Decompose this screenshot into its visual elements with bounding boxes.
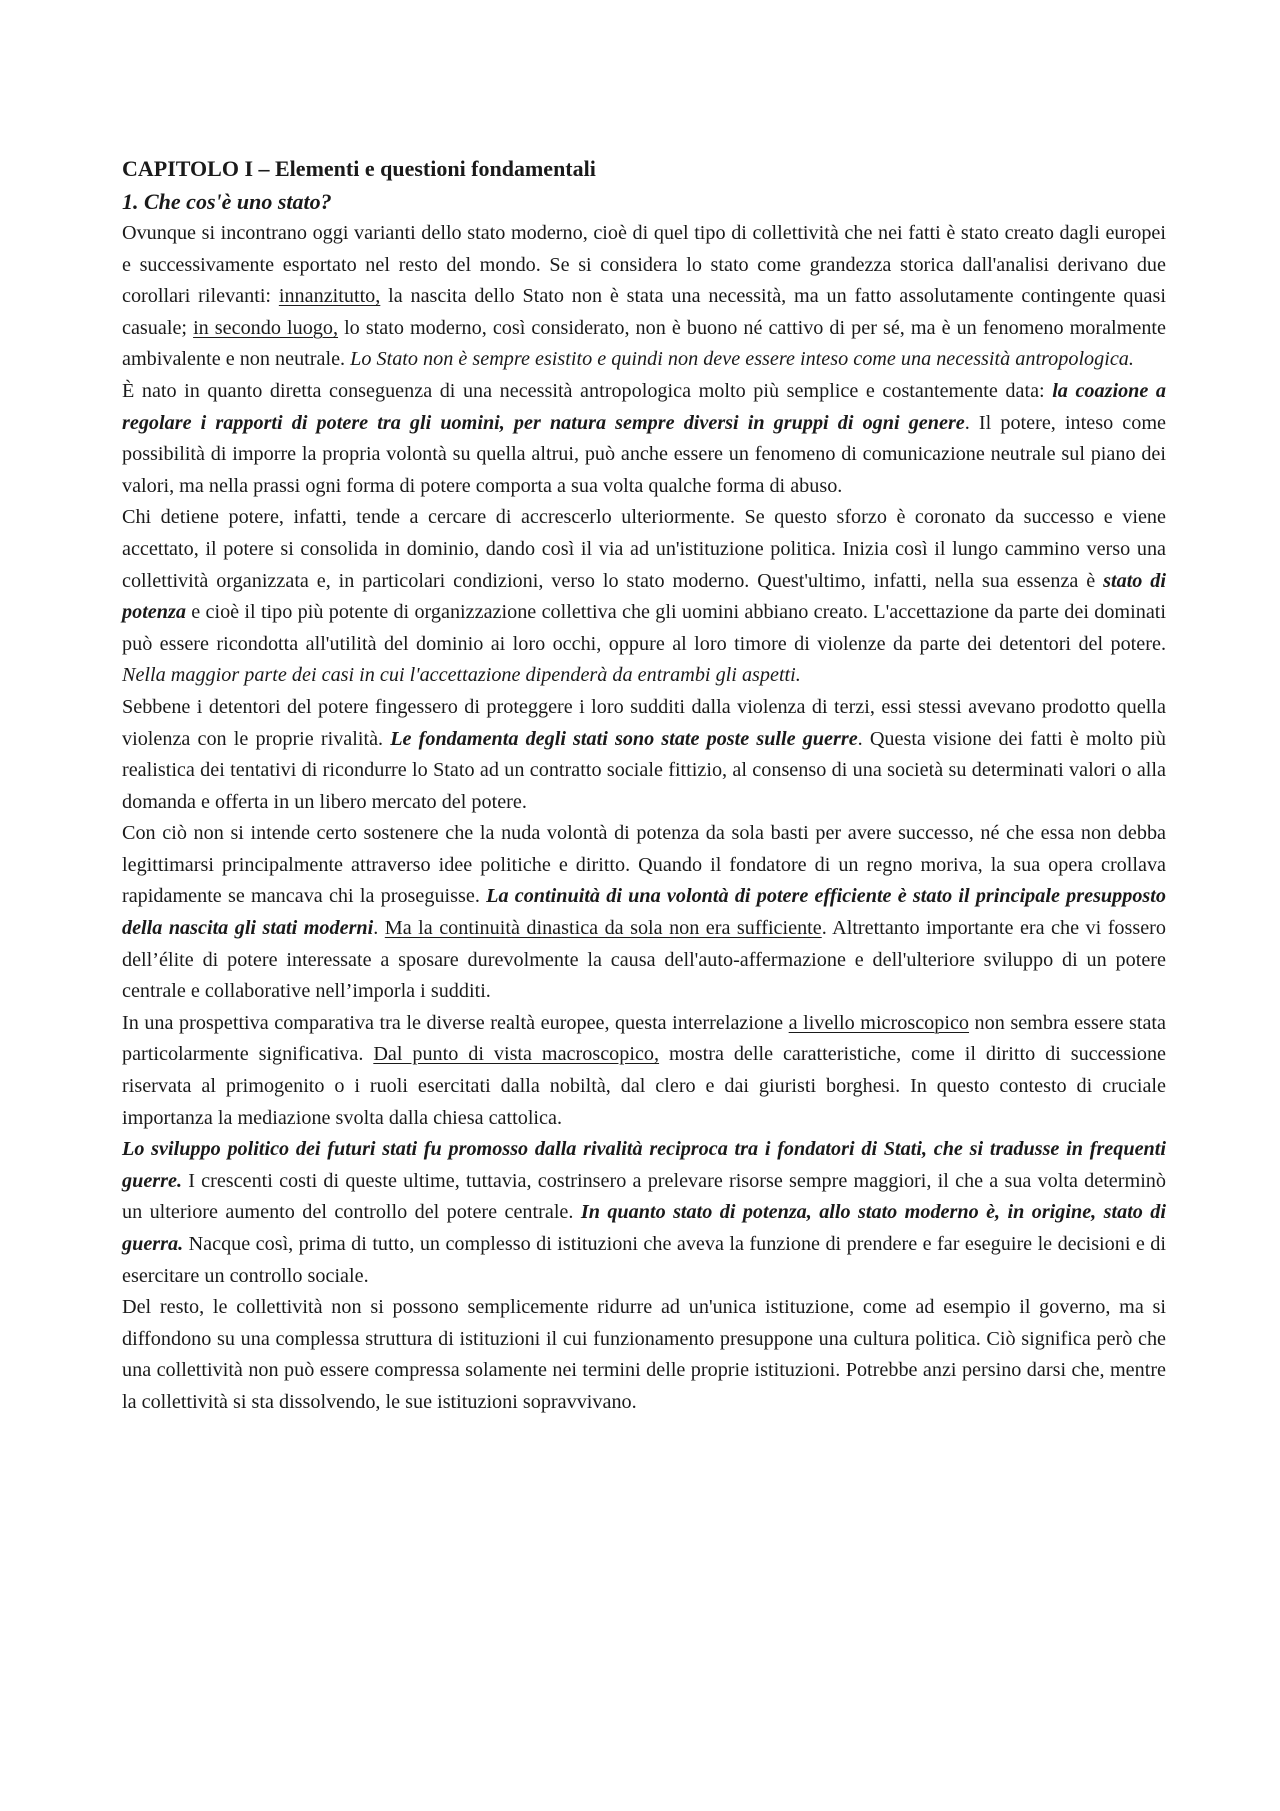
text-run: I crescenti costi di queste ultime, tuttavia, costrinsero a prelevare risorse sempre maggiori, il che a sua volta determinò un ulteriore aumento del controllo del potere centrale.: [122, 1169, 1166, 1224]
emphasized-text: Lo sviluppo politico dei futuri stati fu promosso dalla rivalità reciproca tra i fondatori di Stati, che si tradusse in frequenti guerre.: [122, 1138, 1166, 1192]
text-run: In una prospettiva comparativa tra le diverse realtà europee, questa interrelazione: [122, 1011, 789, 1034]
chapter-title: CAPITOLO I – Elementi e questioni fondamentali: [122, 156, 596, 181]
text-run: Chi detiene potere, infatti, tende a cercare di accrescerlo ulteriormente. Se questo sforzo è coronato da successo e viene accettato, il potere si consolida in dominio, dando così il via ad un'istituzione politica. Inizia così il lungo cammino verso una collettività organizzata e, in particolari condizioni, verso lo stato moderno. Quest'ultimo, infatti, nella sua essenza è: [122, 506, 1166, 592]
text-run: non sembra essere stata particolarmente significativa.: [122, 1011, 1167, 1066]
text-run: Ovunque si incontrano oggi varianti dello stato moderno, cioè di quel tipo di collettività che nei fatti è stato creato dagli europei e successivamente esportato nel resto del mondo. Se si considera lo stato come grandezza storica dall'analisi derivano due corollari rilevanti:: [122, 222, 1166, 308]
section-title: 1. Che cos'è uno stato?: [122, 189, 332, 214]
paragraph-8: [122, 1292, 1166, 1418]
paragraph-7: [122, 1134, 1166, 1292]
text-run: la nascita dello Stato non è stata una necessità, ma un fatto assolutamente contingente quasi casuale;: [122, 285, 1166, 339]
emphasized-text: stato di potenza: [122, 569, 1167, 624]
paragraph-2: [122, 376, 1166, 502]
underlined-text: Dal punto di vista macroscopico,: [373, 1043, 660, 1066]
document-page: [122, 152, 1166, 1419]
paragraph-6: [122, 1008, 1166, 1134]
text-run: È nato in quanto diretta conseguenza di una necessità antropologica molto più semplice e costantemente data:: [122, 379, 1053, 402]
italic-text: Nella maggior parte dei casi in cui l'accettazione dipenderà da entrambi gli aspetti.: [122, 664, 801, 687]
text-run: . Questa visione dei fatti è molto più realistica dei tentativi di ricondurre lo Stato ad un contratto sociale fittizio, al consenso di una società su determinati valori o alla domanda e offerta in un libero mercato del potere.: [122, 727, 1166, 813]
italic-text: Lo Stato non è sempre esistito e quindi non deve essere inteso come una necessità antropologica.: [350, 348, 1134, 371]
text-run: Sebbene i detentori del potere fingessero di proteggere i loro sudditi dalla violenza di terzi, essi stessi avevano prodotto quella violenza con le proprie rivalità.: [122, 695, 1166, 750]
text-run: .: [373, 917, 385, 940]
text-run: lo stato moderno, così considerato, non è buono né cattivo di per sé, ma è un fenomeno moralmente ambivalente e non neutrale.: [122, 316, 1166, 371]
text-run: Con ciò non si intende certo sostenere che la nuda volontà di potenza da sola basti per avere successo, né che essa non debba legittimarsi principalmente attraverso idee politiche e diritto. Quando il fondatore di un regno moriva, la sua opera crollava rapidamente se mancava chi la proseguisse.: [122, 822, 1166, 908]
text-run: Nacque così, prima di tutto, un complesso di istituzioni che aveva la funzione di prendere e far eseguire le decisioni e di esercitare un controllo sociale.: [122, 1233, 1166, 1287]
paragraph-3: [122, 502, 1166, 692]
emphasized-text: la coazione a regolare i rapporti di potere tra gli uomini, per natura sempre diversi in gruppi di ogni genere: [122, 379, 1166, 434]
text-run: e cioè il tipo più potente di organizzazione collettiva che gli uomini abbiano creato. L'accettazione da parte dei dominati può essere ricondotta all'utilità del dominio ai loro occhi, oppure al loro timore di violenze da parte dei detentori del potere.: [122, 601, 1166, 655]
underlined-text: in secondo luogo,: [193, 316, 339, 339]
emphasized-text: In quanto stato di potenza, allo stato moderno è, in origine, stato di guerra.: [122, 1201, 1166, 1255]
emphasized-text: La continuità di una volontà di potere efficiente è stato il principale presupposto della nascita gli stati moderni: [122, 885, 1166, 940]
text-run: . Il potere, inteso come possibilità di imporre la propria volontà su quella altrui, può anche essere un fenomeno di comunicazione neutrale sul piano dei valori, ma nella prassi ogni forma di potere comporta a sua volta qualche forma di abuso.: [122, 411, 1166, 497]
text-run: Del resto, le collettività non si possono semplicemente ridurre ad un'unica istituzione, come ad esempio il governo, ma si diffondono su una complessa struttura di istituzioni il cui funzionamento presuppone una cultura politica. Ciò significa però che una collettività non può essere compressa solamente nei termini delle proprie istituzioni. Potrebbe anzi persino darsi che, mentre la collettività si sta dissolvendo, le sue istituzioni sopravvivano.: [122, 1296, 1166, 1413]
text-run: . Altrettanto importante era che vi fossero dell’élite di potere interessate a sposare durevolmente la causa dell'auto-affermazione e dell'ulteriore sviluppo di un potere centrale e collaborative nell’imporla i sudditi.: [122, 917, 1166, 1003]
underlined-text: a livello microscopico: [788, 1011, 970, 1034]
emphasized-text: Le fondamenta degli stati sono state poste sulle guerre: [390, 727, 858, 750]
text-run: mostra delle caratteristiche, come il diritto di successione riservata al primogenito o i ruoli esercitati dalla nobiltà, dal clero e dai giuristi borghesi. In questo contesto di cruciale importanza la mediazione svolta dalla chiesa cattolica.: [122, 1043, 1167, 1129]
underlined-text: Ma la continuità dinastica da sola non era sufficiente: [384, 917, 822, 940]
paragraph-1: [122, 218, 1166, 376]
paragraph-4: [122, 692, 1166, 818]
underlined-text: innanzitutto,: [278, 285, 381, 308]
paragraph-5: [122, 818, 1166, 1008]
